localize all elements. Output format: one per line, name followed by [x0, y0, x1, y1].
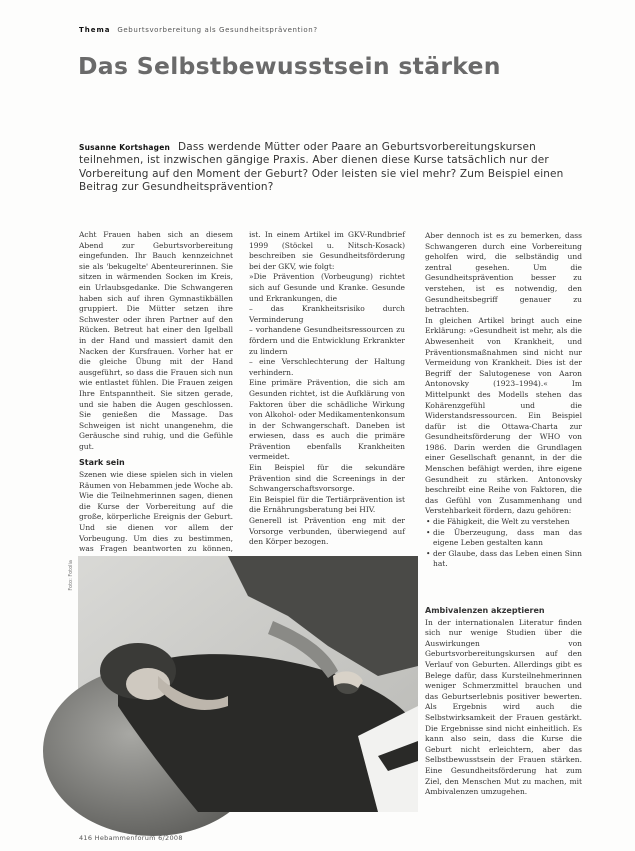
article-photo: [78, 556, 418, 812]
paragraph: »Die Prävention (Vorbeugung) richtet sich auf Gesunde und Kranke. Gesunde und Erkrankungen, die: [249, 272, 405, 303]
bullet-list: [425, 517, 582, 570]
bullet-list: [249, 304, 405, 378]
text-column-1: [79, 230, 233, 554]
paragraph: Acht Frauen haben sich an diesem Abend zur Geburtsvorbereitung eingefunden. Ihr Bauch kennzeichnet sie als 'bekugelte' Abenteurerinnen. Sie sitzen in wärmenden Socken im Kreis, ein Urlaubsgedanke. Die Schwangeren haben sich auf ihren Gymnastikbällen gruppiert. Die Mütter setzen ihre Schwester oder ihren Partner auf den Rücken. Betreut hat einer den Igelball in der Hand und massiert damit den Nacken der Kursfrauen. Vorher hat er die gleiche Übung mit der Hand ausgeführt, so dass die Frauen sich nun wie entlastet fühlen. Die Frauen zeigen Ihre Entspanntheit. Sie sitzen gerade, und sie haben die Augen geschlossen. Sie genießen die Massage. Das Schweigen ist nicht unangenehm, die Geräusche sind ruhig, und die Gefühle gut.: [79, 230, 233, 451]
article-title: Das Selbstbewusstsein stärken: [78, 52, 501, 80]
lead-text: Dass werdende Mütter oder Paare an Geburtsvorbereitungskursen teilnehmen, ist inzwischen gängige Praxis. Aber dienen diese Kurse tatsächlich nur der Vorbereitung auf den Moment der Geburt? Oder leisten sie viel mehr? Zum Beispiel einen Beitrag zur Gesundheitsprävention?: [79, 141, 564, 194]
page-footer: 416 Hebammenforum 6/2008: [79, 834, 183, 842]
article-lead: [79, 141, 569, 195]
paragraph: In der internationalen Literatur finden sich nur wenige Studien über die Auswirkungen von Geburtsvorbereitungskursen auf den Verlauf von Geburten. Allerdings gibt es Belege dafür, dass Kursteilnehmerinnen weniger Schmerzmittel brauchen und das Geburtserlebnis positiver bewerten. Als Ergebnis wird auch die Selbstwirksamkeit der Frauen gestärkt. Die Ergebnisse sind nicht einheitlich. Es kann also sein, dass die Kurse die Geburt nicht erleichtern, aber das Selbstbewusstsein der Frauen stärken. Eine Gesundheitsförderung hat zum Ziel, den Menschen Mut zu machen, mit Ambivalenzen umzugehen.: [425, 617, 582, 797]
paragraph: Aber dennoch ist es zu bemerken, dass Schwangeren durch eine Vorbereitung geholfen wird, die selbständig und zentral gesehen. Um die Gesundheitsprävention besser zu verstehen, ist es notwendig, den Gesundheitsbegriff genauer zu betrachten.: [425, 231, 582, 315]
text-column-2: [249, 230, 405, 555]
section-topic: Geburtsvorbereitung als Gesundheitsprävention?: [117, 26, 318, 34]
text-column-3: [425, 231, 582, 570]
paragraph: ist. In einem Artikel im GKV-Rundbrief 1999 (Stöckel u. Nitsch-Kosack) beschreiben sie Gesundheitsförderung bei der GKV, wie folgt:: [249, 230, 405, 271]
author-name: Susanne Kortshagen: [79, 143, 171, 152]
subheading: Stark sein: [79, 458, 125, 468]
list-item: – eine Verschlechterung der Haltung verhindern.: [249, 357, 405, 377]
section-kicker: [79, 26, 318, 34]
text-column-3-continued: [425, 601, 582, 811]
list-item: – das Krankheitsrisiko durch Verminderung: [249, 304, 405, 324]
paragraph: In gleichen Artikel bringt auch eine Erklärung: »Gesundheit ist mehr, als die Abwesenheit von Krankheit, und Präventionsmaßnahmen sind nicht nur Vermeidung von Krankheit. Dies ist der Begriff der Salutogenese von Aaron Antonovsky (1923–1994).« Im Mittelpunkt des Modells stehen das Kohärenzgefühl und die Widerstandsressourcen. Ein Beispiel dafür ist die Ottawa-Charta zur Gesundheitsförderung der WHO von 1986. Darin werden die Grundlagen einer Gesellschaft genannt, in der die Menschen befähigt werden, ihre eigene Gesundheit zu stärken. Antonovsky beschreibt eine Reihe von Faktoren, die das Gefühl von Zusammenhang und Verstehbarkeit fördern, dazu gehören:: [425, 315, 582, 516]
list-item: • die Überzeugung, dass man das eigene Leben gestalten kann: [433, 528, 582, 549]
massage-scene-illustration: [78, 556, 418, 812]
photo-credit: Foto: Fotolia: [68, 560, 74, 591]
paragraph: Ein Beispiel für die sekundäre Prävention sind die Screenings in der Schwangerschaftsvorsorge.: [249, 463, 405, 494]
paragraph: Ein Beispiel für die Tertiärprävention ist die Ernährungsberatung bei HIV.: [249, 494, 405, 515]
subheading: Ambivalenzen akzeptieren: [425, 606, 545, 615]
section-label: Thema: [79, 26, 111, 34]
list-item: • die Fähigkeit, die Welt zu verstehen: [433, 517, 582, 528]
list-item: – vorhandene Gesundheitsressourcen zu fördern und die Entwicklung Erkrankter zu lindern: [249, 325, 405, 356]
paragraph: Szenen wie diese spielen sich in vielen Räumen von Hebammen jede Woche ab. Wie die Teilnehmerinnen sagen, dienen die Kurse der Vorbereitung auf die große, körperliche Ereignis der Geburt. Und sie dienen vor allem der Vorbeugung. Um dies zu bestimmen, was Fragen beantworten zu können,: [79, 470, 233, 554]
list-item: • der Glaube, dass das Leben einen Sinn hat.: [433, 549, 582, 570]
paragraph: Eine primäre Prävention, die sich am Gesunden richtet, ist die Aufklärung von Faktoren über die schädliche Wirkung von Alkohol- oder Medikamentenkonsum in der Schwangerschaft. Daneben ist erwiesen, dass es auch die primäre Prävention ebenfalls Krankheiten vermeidet.: [249, 378, 405, 462]
paragraph: Generell ist Prävention eng mit der Vorsorge verbunden, überwiegend auf den Körper bezogen.: [249, 516, 405, 547]
